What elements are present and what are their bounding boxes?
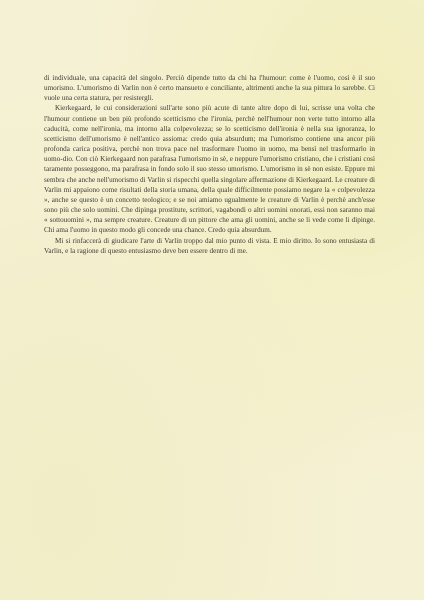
paragraph: Mi si rinfaccerà di giudicare l'arte di Varlin troppo dal mio punto di vista. E mio diritto. Io sono entusiasta di Varlin, e la ragione di questo entusiasmo deve ben essere dentro di me. (44, 236, 375, 255)
paragraph: Kierkegaard, le cui considerazioni sull'arte sono più acute di tante altre dopo di lui, scrisse una volta che l'humour contiene un ben più profondo scetticismo che l'ironia, perchè nell'humour non verte tutto intorno alla caducità, come nell'ironia, ma intorno alla colpevolezza; se lo scetticismo dell'ironia è nella sua ignoranza, lo scetticismo dell'umorismo è nell'antico assioma: credo quia absurdum; ma l'umorismo contiene una ancor più profonda carica positiva, perchè non trova pace nel trasformare l'uomo in uomo, ma bensì nel trasformarlo in uomo-dio. Con ciò Kierkegaard non parafrasa l'umorismo in sè, e neppure l'umorismo cristiano, che i cristiani così taramente posseggono, ma parafrasa in fondo solo il suo stesso umorismo. L'umorismo in sè non esiste. Eppure mi sembra che anche nell'umorismo di Varlin si rispecchi quella singolare affermazione di Kierkegaard. Le creature di Varlin mi appaiono come risultati della storia umana, della quale difficilmente possiamo negare la « colpevolezza », anche se questo è un concetto teologico; e se noi amiamo ugualmente le creature di Varlin è perchè anch'esse sono più che solo uomini. Che dipinga prostitute, scrittori, vagabondi o altri uomini onorati, essi non saranno mai « sottouomini », ma sempre creature. Creature di un pittore che ama gli uomini, anche se li vede come li dipinge. Chi ama l'uomo in questo modo gli concede una chance. Credo quia absurdum. (44, 104, 375, 235)
body-text (44, 73, 375, 256)
paragraph: di individuale, una capacità del singolo. Perciò dipende tutto da chi ha l'humour: come è l'uomo, così è il suo umorismo. L'umorismo di Varlin non è certo mansueto e conciliante, altrimenti anche la sua pittura lo sarebbe. Ci vuole una certa statura, per resistergli. (44, 74, 375, 103)
